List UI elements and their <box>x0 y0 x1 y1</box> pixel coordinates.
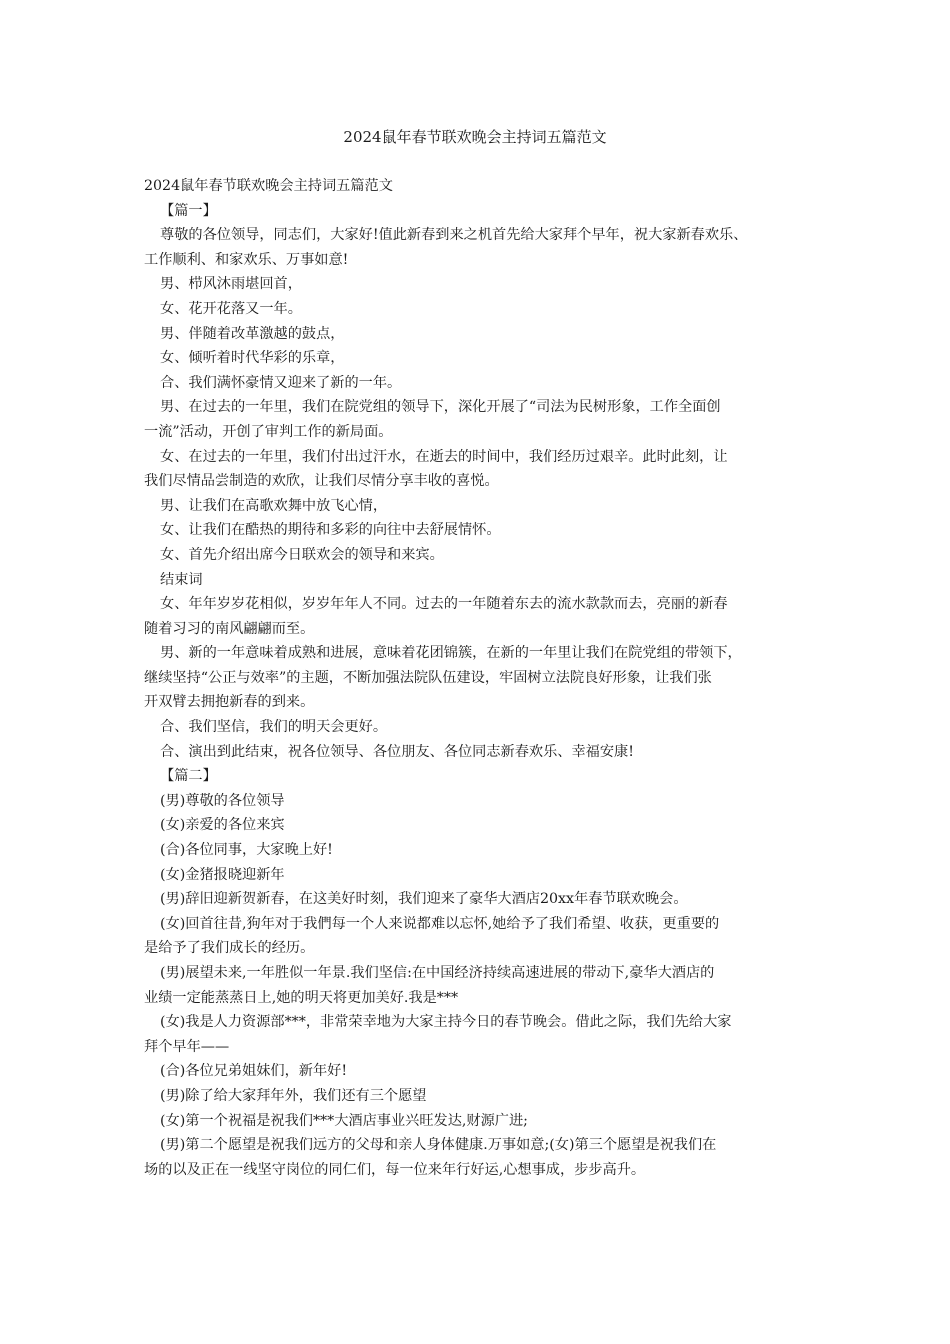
text-line: (男)除了给大家拜年外，我们还有三个愿望 <box>160 1087 427 1104</box>
text-line: (合)各位同事，大家晚上好! <box>160 842 333 859</box>
text-line: 一流”活动，开创了审判工作的新局面。 <box>144 423 393 440</box>
text-line: 拜个早年—— <box>144 1038 230 1055</box>
text-line: (女)回首往昔,狗年对于我們每一个人来说都难以忘怀,她给予了我们希望、收获，更重要的 <box>160 915 720 932</box>
text-line: (女)第一个祝福是祝我们***大酒店事业兴旺发达,财源广进; <box>160 1112 528 1129</box>
text-line: 我们尽情品尝制造的欢欣，让我们尽情分享丰收的喜悦。 <box>144 473 499 490</box>
text-line: 【篇二】 <box>160 768 217 785</box>
text-line: 是给予了我们成长的经历。 <box>144 940 315 957</box>
text-line: (合)各位兄弟姐妹们，新年好! <box>160 1063 348 1080</box>
text-line: 【篇一】 <box>160 202 217 219</box>
text-line: 开双臂去拥抱新春的到来。 <box>144 694 315 711</box>
text-line: 合、我们满怀豪情又迎来了新的一年。 <box>160 374 402 391</box>
text-line: 男、栉风沐雨堪回首， <box>160 276 302 293</box>
text-line: 合、演出到此结束，祝各位领导、各位朋友、各位同志新春欢乐、幸福安康! <box>160 743 634 760</box>
text-line: (男)展望未来,一年胜似一年景.我们坚信:在中国经济持续高速进展的带动下,豪华大酒店的 <box>160 965 715 981</box>
document-body <box>144 174 816 1182</box>
text-line: (男)第二个愿望是祝我们远方的父母和亲人身体健康.万事如意;(女)第三个愿望是祝我们在 <box>160 1137 717 1154</box>
text-line: 女、首先介绍出席今日联欢会的领导和来宾。 <box>160 546 444 563</box>
text-line: (女)亲爱的各位来宾 <box>160 817 285 834</box>
page-title: 2024鼠年春节联欢晚会主持词五篇范文 <box>343 128 607 146</box>
text-line: 随着习习的南风翩翩而至。 <box>144 620 315 637</box>
text-line: (男)尊敬的各位领导 <box>160 792 285 809</box>
text-line: 合、我们坚信，我们的明天会更好。 <box>160 719 388 736</box>
text-line: 男、在过去的一年里，我们在院党组的领导下，深化开展了“司法为民树形象，工作全面创 <box>160 399 721 416</box>
text-line: 结束词 <box>160 571 203 588</box>
text-line: 工作顺利、和家欢乐、万事如意! <box>144 251 349 268</box>
text-line: 女、年年岁岁花相似，岁岁年年人不同。过去的一年随着东去的流水款款而去，亮丽的新春 <box>160 596 728 613</box>
text-line: (男)辞旧迎新贺新春，在这美好时刻，我们迎来了豪华大酒店20xx年春节联欢晚会。 <box>160 891 688 908</box>
text-line: 业绩一定能蒸蒸日上,她的明天将更加美好.我是*** <box>144 989 459 1006</box>
text-line: 男、让我们在高歌欢舞中放飞心情， <box>160 497 388 514</box>
text-line: 女、倾听着时代华彩的乐章， <box>160 350 345 367</box>
text-line: 男、新的一年意味着成熟和进展，意味着花团锦簇，在新的一年里让我们在院党组的带领下， <box>160 645 742 662</box>
text-line: 女、让我们在酷热的期待和多彩的向往中去舒展情怀。 <box>160 522 501 539</box>
text-line: 继续坚持“公正与效率”的主题，不断加强法院队伍建设，牢固树立法院良好形象，让我们张 <box>144 669 712 686</box>
text-line: 男、伴随着改革激越的鼓点， <box>160 325 345 342</box>
text-line: 尊敬的各位领导，同志们，大家好!值此新春到来之机首先给大家拜个早年，祝大家新春欢乐、 <box>160 227 748 244</box>
text-line: 女、在过去的一年里，我们付出过汗水，在逝去的时间中，我们经历过艰辛。此时此刻，让 <box>160 448 728 465</box>
text-line: (女)金猪报晓迎新年 <box>160 866 285 883</box>
text-line: 2024鼠年春节联欢晚会主持词五篇范文 <box>144 178 393 194</box>
text-line: (女)我是人力资源部***，非常荣幸地为大家主持今日的春节晚会。借此之际，我们先给大家 <box>160 1014 732 1031</box>
text-line: 场的以及正在一线坚守岗位的同仁们，每一位来年行好运,心想事成，步步高升。 <box>144 1161 646 1178</box>
text-line: 女、花开花落又一年。 <box>160 300 302 317</box>
